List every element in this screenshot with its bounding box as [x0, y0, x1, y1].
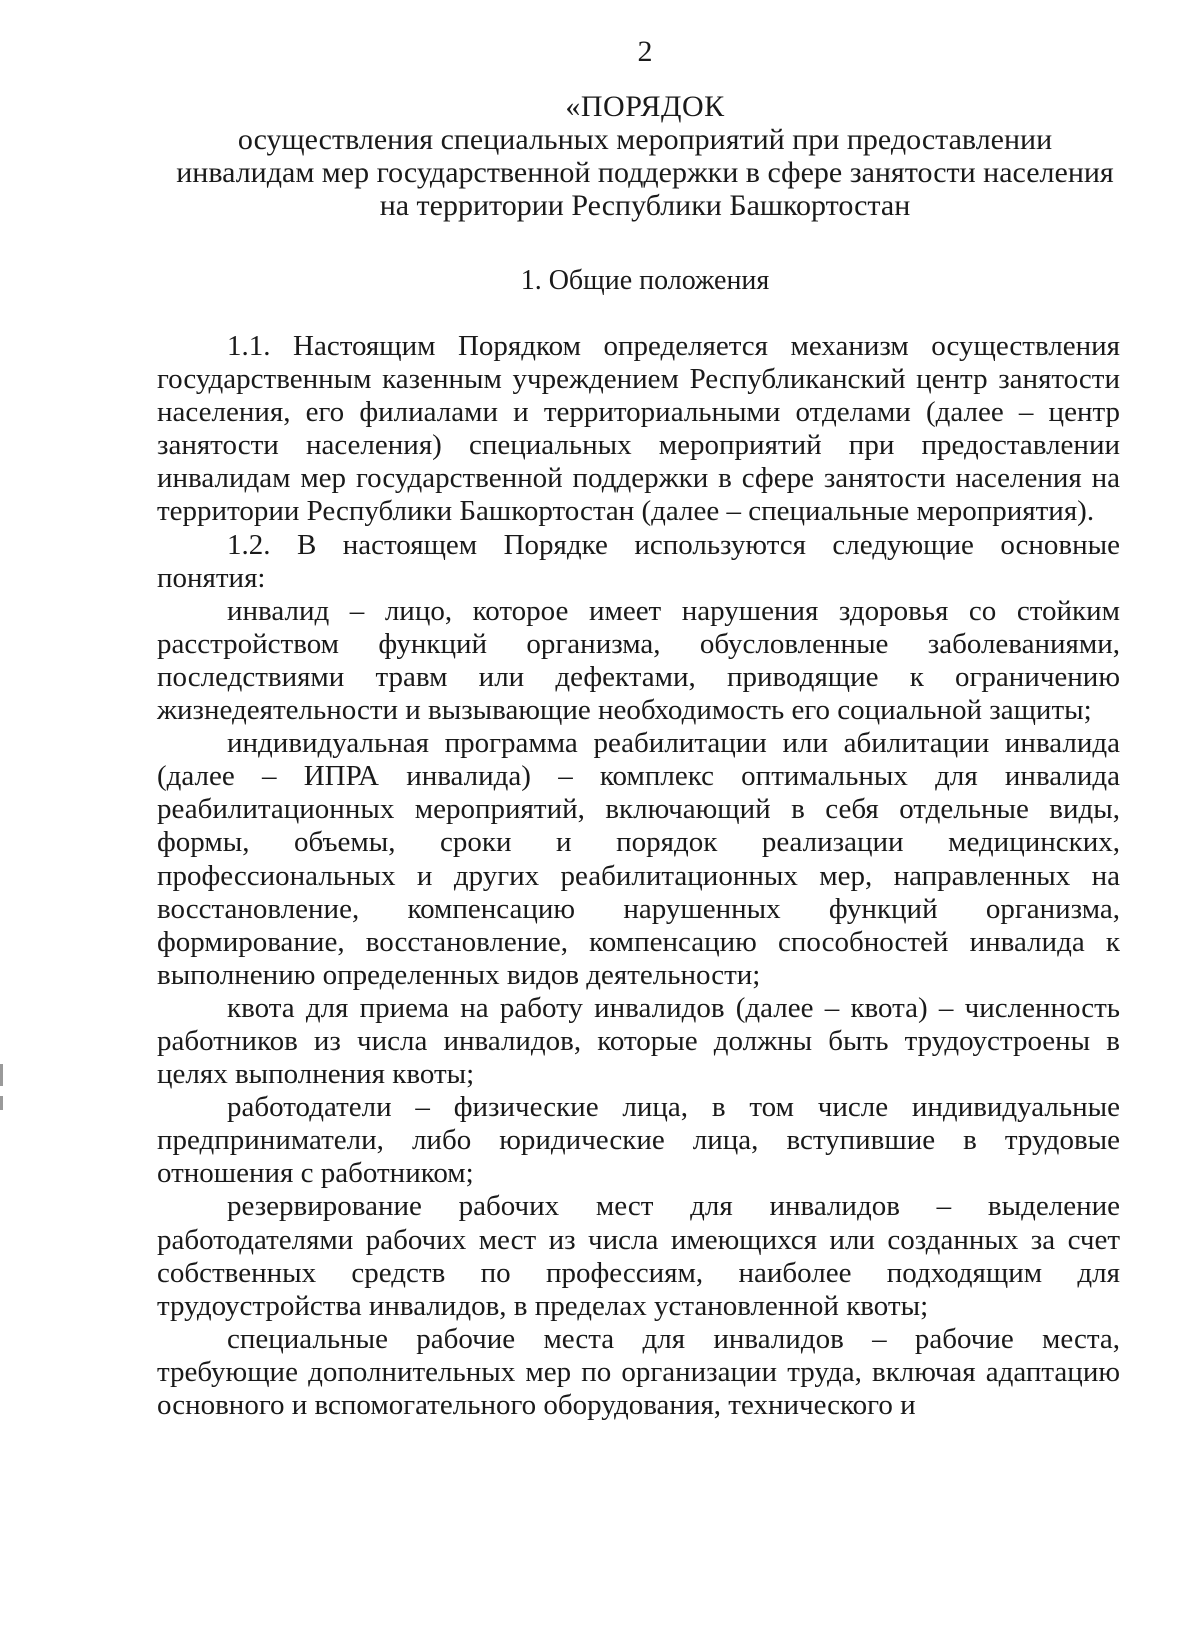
- definition-special-workplaces: специальные рабочие места для инвалидов – рабочие места, требующие дополнительных мер по организации труда, включая адаптацию основного и вспомогательного оборудования, технического и: [157, 1322, 1120, 1421]
- section-heading: 1. Общие положения: [520, 265, 770, 296]
- document-title: [150, 90, 1140, 222]
- paragraph-1-1: 1.1. Настоящим Порядком определяется механизм осуществления государственным казенным учреждением Республиканский центр занятости населения, его филиалами и территориальными отделами (далее – центр занятости населения) специальных мероприятий при предоставлении инвалидам мер государственной поддержки в сфере занятости населения на территории Республики Башкортостан (далее – специальные мероприятия).: [157, 330, 1120, 528]
- page-number: 2: [637, 35, 653, 68]
- document-title-line: инвалидам мер государственной поддержки в сфере занятости населения: [176, 156, 1114, 189]
- scan-edge-mark: [0, 1064, 3, 1086]
- document-title-line: осуществления специальных мероприятий при предоставлении: [237, 123, 1053, 156]
- definition-reservation: резервирование рабочих мест для инвалидов – выделение работодателями рабочих мест из числа имеющихся или созданных за счет собственных средств по профессиям, наиболее подходящим для трудоустройства инвалидов, в пределах установленной квоты;: [157, 1190, 1120, 1322]
- paragraph-1-2: 1.2. В настоящем Порядке используются следующие основные понятия:: [157, 528, 1120, 594]
- scan-edge-mark: [0, 1096, 3, 1110]
- definition-ipra: индивидуальная программа реабилитации или абилитации инвалида (далее – ИПРА инвалида) – комплекс оптимальных для инвалида реабилитационных мероприятий, включающий в себя отдельные виды, формы, объемы, сроки и порядок реализации медицинских, профессиональных и других реабилитационных мер, направленных на восстановление, компенсацию нарушенных функций организма, формирование, восстановление, компенсацию способностей инвалида к выполнению определенных видов деятельности;: [157, 727, 1120, 991]
- definition-invalid: инвалид – лицо, которое имеет нарушения здоровья со стойким расстройством функций организма, обусловленные заболеваниями, последствиями травм или дефектами, приводящие к ограничению жизнедеятельности и вызывающие необходимость его социальной защиты;: [157, 594, 1120, 727]
- definition-quota: квота для приема на работу инвалидов (далее – квота) – численность работников из числа инвалидов, которые должны быть трудоустроены в целях выполнения квоты;: [157, 991, 1120, 1091]
- document-title-first-line: «ПОРЯДОК: [565, 90, 725, 123]
- document-body: [157, 330, 1120, 1422]
- document-title-line: на территории Республики Башкортостан: [379, 189, 911, 222]
- definition-employers: работодатели – физические лица, в том числе индивидуальные предприниматели, либо юридические лица, вступившие в трудовые отношения с работником;: [157, 1091, 1120, 1190]
